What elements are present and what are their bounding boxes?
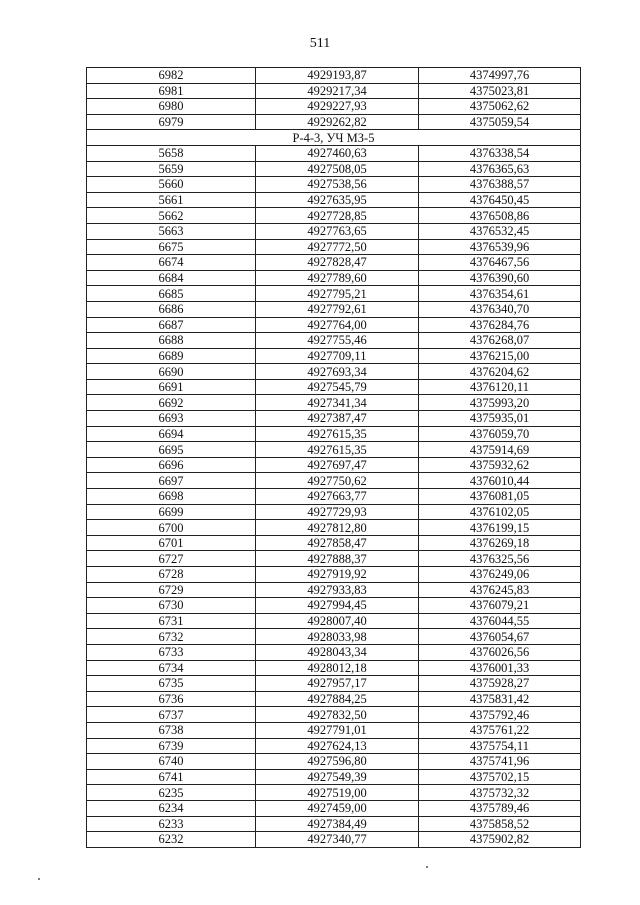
y-coordinate-cell: 4376215,00	[419, 348, 581, 364]
y-coordinate-cell: 4376102,05	[419, 504, 581, 520]
y-coordinate-cell: 4375792,46	[419, 707, 581, 723]
table-row	[87, 270, 581, 286]
scan-speck	[426, 866, 428, 868]
point-number-cell: 6733	[87, 644, 256, 660]
x-coordinate-cell: 4927508,05	[256, 161, 419, 177]
table-row	[87, 489, 581, 505]
x-coordinate-cell: 4927697,47	[256, 457, 419, 473]
point-number-cell: 6737	[87, 707, 256, 723]
x-coordinate-cell: 4927888,37	[256, 551, 419, 567]
x-coordinate-cell: 4927709,11	[256, 348, 419, 364]
point-number-cell: 6674	[87, 255, 256, 271]
point-number-cell: 6687	[87, 317, 256, 333]
y-coordinate-cell: 4376340,70	[419, 301, 581, 317]
table-row	[87, 426, 581, 442]
x-coordinate-cell: 4927957,17	[256, 676, 419, 692]
x-coordinate-cell: 4927792,61	[256, 301, 419, 317]
table-row	[87, 707, 581, 723]
table-row	[87, 333, 581, 349]
y-coordinate-cell: 4375914,69	[419, 442, 581, 458]
x-coordinate-cell: 4927341,34	[256, 395, 419, 411]
y-coordinate-cell: 4375831,42	[419, 691, 581, 707]
y-coordinate-cell: 4376467,56	[419, 255, 581, 271]
section-header-group	[87, 130, 581, 146]
point-number-cell: 5662	[87, 208, 256, 224]
y-coordinate-cell: 4376120,11	[419, 379, 581, 395]
table-row	[87, 551, 581, 567]
table-row	[87, 208, 581, 224]
x-coordinate-cell: 4927755,46	[256, 333, 419, 349]
x-coordinate-cell: 4927549,39	[256, 769, 419, 785]
point-number-cell: 6691	[87, 379, 256, 395]
point-number-cell: 5659	[87, 161, 256, 177]
y-coordinate-cell: 4376450,45	[419, 192, 581, 208]
table-row	[87, 785, 581, 801]
x-coordinate-cell: 4927384,49	[256, 816, 419, 832]
x-coordinate-cell: 4929217,34	[256, 83, 419, 99]
y-coordinate-cell: 4376059,70	[419, 426, 581, 442]
table-row	[87, 442, 581, 458]
table-row	[87, 722, 581, 738]
y-coordinate-cell: 4376079,21	[419, 598, 581, 614]
table-row	[87, 613, 581, 629]
y-coordinate-cell: 4375702,15	[419, 769, 581, 785]
table-row	[87, 192, 581, 208]
x-coordinate-cell: 4927615,35	[256, 442, 419, 458]
table-row	[87, 598, 581, 614]
point-number-cell: 6675	[87, 239, 256, 255]
point-number-cell: 5661	[87, 192, 256, 208]
x-coordinate-cell: 4928007,40	[256, 613, 419, 629]
point-number-cell: 6232	[87, 832, 256, 848]
y-coordinate-cell: 4376284,76	[419, 317, 581, 333]
point-number-cell: 6980	[87, 99, 256, 115]
y-coordinate-cell: 4376249,06	[419, 567, 581, 583]
point-number-cell: 6690	[87, 364, 256, 380]
point-number-cell: 6694	[87, 426, 256, 442]
point-number-cell: 6736	[87, 691, 256, 707]
point-number-cell: 6730	[87, 598, 256, 614]
y-coordinate-cell: 4376539,96	[419, 239, 581, 255]
y-coordinate-cell: 4375059,54	[419, 114, 581, 130]
x-coordinate-cell: 4927828,47	[256, 255, 419, 271]
table-row	[87, 114, 581, 130]
x-coordinate-cell: 4927919,92	[256, 567, 419, 583]
table-row	[87, 161, 581, 177]
x-coordinate-cell: 4927624,13	[256, 738, 419, 754]
x-coordinate-cell: 4927795,21	[256, 286, 419, 302]
x-coordinate-cell: 4927858,47	[256, 535, 419, 551]
point-number-cell: 6741	[87, 769, 256, 785]
y-coordinate-cell: 4376354,61	[419, 286, 581, 302]
x-coordinate-cell: 4927832,50	[256, 707, 419, 723]
table-row	[87, 364, 581, 380]
y-coordinate-cell: 4376325,56	[419, 551, 581, 567]
y-coordinate-cell: 4375928,27	[419, 676, 581, 692]
x-coordinate-cell: 4927340,77	[256, 832, 419, 848]
x-coordinate-cell: 4927812,80	[256, 520, 419, 536]
table-row	[87, 644, 581, 660]
table-row	[87, 239, 581, 255]
point-number-cell: 6728	[87, 567, 256, 583]
point-number-cell: 6689	[87, 348, 256, 364]
y-coordinate-cell: 4375935,01	[419, 411, 581, 427]
x-coordinate-cell: 4929262,82	[256, 114, 419, 130]
point-number-cell: 5660	[87, 177, 256, 193]
table-row	[87, 691, 581, 707]
table-row	[87, 769, 581, 785]
table-row	[87, 504, 581, 520]
x-coordinate-cell: 4927387,47	[256, 411, 419, 427]
point-number-cell: 6739	[87, 738, 256, 754]
table-row	[87, 99, 581, 115]
point-number-cell: 6729	[87, 582, 256, 598]
table-row	[87, 816, 581, 832]
table-row	[87, 473, 581, 489]
section-header-row	[87, 130, 581, 146]
table-row	[87, 629, 581, 645]
table-row	[87, 676, 581, 692]
y-coordinate-cell: 4376199,15	[419, 520, 581, 536]
coordinates-table-wrapper	[86, 67, 580, 848]
x-coordinate-cell: 4927663,77	[256, 489, 419, 505]
point-number-cell: 6693	[87, 411, 256, 427]
table-row	[87, 738, 581, 754]
x-coordinate-cell: 4927459,00	[256, 800, 419, 816]
x-coordinate-cell: 4927538,56	[256, 177, 419, 193]
y-coordinate-cell: 4376390,60	[419, 270, 581, 286]
table-row	[87, 800, 581, 816]
point-number-cell: 5663	[87, 223, 256, 239]
table-row	[87, 301, 581, 317]
y-coordinate-cell: 4375062,62	[419, 99, 581, 115]
x-coordinate-cell: 4927763,65	[256, 223, 419, 239]
point-number-cell: 6738	[87, 722, 256, 738]
point-number-cell: 6685	[87, 286, 256, 302]
y-coordinate-cell: 4376081,05	[419, 489, 581, 505]
y-coordinate-cell: 4375761,22	[419, 722, 581, 738]
point-number-cell: 6698	[87, 489, 256, 505]
table-row	[87, 457, 581, 473]
table-row	[87, 223, 581, 239]
point-number-cell: 6731	[87, 613, 256, 629]
y-coordinate-cell: 4376269,18	[419, 535, 581, 551]
point-number-cell: 6699	[87, 504, 256, 520]
point-number-cell: 6235	[87, 785, 256, 801]
point-number-cell: 6686	[87, 301, 256, 317]
x-coordinate-cell: 4927615,35	[256, 426, 419, 442]
x-coordinate-cell: 4927545,79	[256, 379, 419, 395]
y-coordinate-cell: 4376532,45	[419, 223, 581, 239]
x-coordinate-cell: 4929193,87	[256, 68, 419, 84]
y-coordinate-cell: 4376010,44	[419, 473, 581, 489]
y-coordinate-cell: 4376026,56	[419, 644, 581, 660]
table-body-top	[87, 68, 581, 130]
coordinates-table	[86, 67, 581, 848]
table-row	[87, 348, 581, 364]
table-row	[87, 395, 581, 411]
table-row	[87, 535, 581, 551]
x-coordinate-cell: 4927994,45	[256, 598, 419, 614]
table-row	[87, 832, 581, 848]
x-coordinate-cell: 4927791,01	[256, 722, 419, 738]
table-row	[87, 317, 581, 333]
table-row	[87, 145, 581, 161]
y-coordinate-cell: 4376204,62	[419, 364, 581, 380]
x-coordinate-cell: 4928033,98	[256, 629, 419, 645]
y-coordinate-cell: 4376001,33	[419, 660, 581, 676]
point-number-cell: 6735	[87, 676, 256, 692]
table-row	[87, 379, 581, 395]
y-coordinate-cell: 4376508,86	[419, 208, 581, 224]
y-coordinate-cell: 4375754,11	[419, 738, 581, 754]
point-number-cell: 6734	[87, 660, 256, 676]
point-number-cell: 6233	[87, 816, 256, 832]
table-row	[87, 68, 581, 84]
x-coordinate-cell: 4927884,25	[256, 691, 419, 707]
point-number-cell: 6695	[87, 442, 256, 458]
table-row	[87, 567, 581, 583]
y-coordinate-cell: 4375732,32	[419, 785, 581, 801]
table-row	[87, 177, 581, 193]
point-number-cell: 6740	[87, 754, 256, 770]
table-row	[87, 660, 581, 676]
scan-speck	[38, 878, 40, 880]
point-number-cell: 6727	[87, 551, 256, 567]
y-coordinate-cell: 4376245,83	[419, 582, 581, 598]
point-number-cell: 6696	[87, 457, 256, 473]
table-row	[87, 754, 581, 770]
y-coordinate-cell: 4376365,63	[419, 161, 581, 177]
x-coordinate-cell: 4927772,50	[256, 239, 419, 255]
y-coordinate-cell: 4375858,52	[419, 816, 581, 832]
point-number-cell: 6684	[87, 270, 256, 286]
point-number-cell: 6979	[87, 114, 256, 130]
table-row	[87, 83, 581, 99]
x-coordinate-cell: 4927750,62	[256, 473, 419, 489]
y-coordinate-cell: 4375993,20	[419, 395, 581, 411]
y-coordinate-cell: 4375932,62	[419, 457, 581, 473]
table-row	[87, 411, 581, 427]
table-row	[87, 286, 581, 302]
x-coordinate-cell: 4929227,93	[256, 99, 419, 115]
point-number-cell: 6732	[87, 629, 256, 645]
point-number-cell: 6234	[87, 800, 256, 816]
y-coordinate-cell: 4376338,54	[419, 145, 581, 161]
x-coordinate-cell: 4927635,95	[256, 192, 419, 208]
x-coordinate-cell: 4927933,83	[256, 582, 419, 598]
point-number-cell: 6700	[87, 520, 256, 536]
table-body-bottom	[87, 145, 581, 847]
section-title: Р-4-3, УЧ МЗ-5	[87, 130, 581, 146]
point-number-cell: 6701	[87, 535, 256, 551]
table-row	[87, 520, 581, 536]
y-coordinate-cell: 4375902,82	[419, 832, 581, 848]
y-coordinate-cell: 4376044,55	[419, 613, 581, 629]
x-coordinate-cell: 4927764,00	[256, 317, 419, 333]
page-number: 511	[309, 36, 331, 51]
y-coordinate-cell: 4374997,76	[419, 68, 581, 84]
y-coordinate-cell: 4375741,96	[419, 754, 581, 770]
x-coordinate-cell: 4927789,60	[256, 270, 419, 286]
point-number-cell: 5658	[87, 145, 256, 161]
point-number-cell: 6692	[87, 395, 256, 411]
x-coordinate-cell: 4927729,93	[256, 504, 419, 520]
x-coordinate-cell: 4928012,18	[256, 660, 419, 676]
x-coordinate-cell: 4927728,85	[256, 208, 419, 224]
x-coordinate-cell: 4927693,34	[256, 364, 419, 380]
table-row	[87, 255, 581, 271]
point-number-cell: 6982	[87, 68, 256, 84]
y-coordinate-cell: 4376054,67	[419, 629, 581, 645]
point-number-cell: 6981	[87, 83, 256, 99]
x-coordinate-cell: 4927519,00	[256, 785, 419, 801]
table-row	[87, 582, 581, 598]
x-coordinate-cell: 4927596,80	[256, 754, 419, 770]
y-coordinate-cell: 4375789,46	[419, 800, 581, 816]
y-coordinate-cell: 4376268,07	[419, 333, 581, 349]
x-coordinate-cell: 4928043,34	[256, 644, 419, 660]
y-coordinate-cell: 4375023,81	[419, 83, 581, 99]
point-number-cell: 6697	[87, 473, 256, 489]
x-coordinate-cell: 4927460,63	[256, 145, 419, 161]
point-number-cell: 6688	[87, 333, 256, 349]
y-coordinate-cell: 4376388,57	[419, 177, 581, 193]
